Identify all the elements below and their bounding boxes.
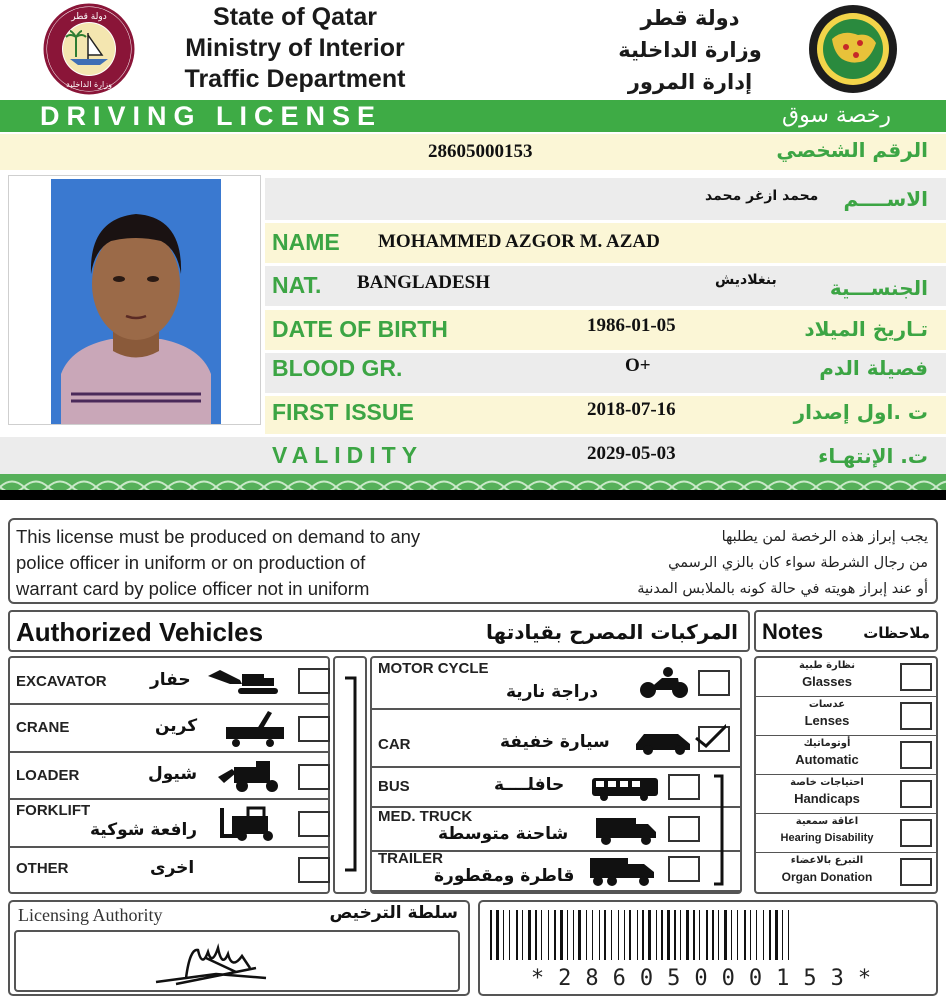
note-row [756, 736, 936, 775]
notice-ar-line1: يجب إبراز هذه الرخصة لمن يطلبها [721, 529, 928, 545]
note-label: Lenses [804, 713, 850, 728]
emblem-text-bottom: وزارة الداخلية [66, 80, 112, 89]
barcode-bar [680, 910, 681, 960]
barcode-bar [731, 910, 732, 960]
id-row [0, 134, 946, 170]
barcode-bar [586, 910, 587, 960]
forklift-icon [218, 806, 288, 846]
truck-icon [594, 816, 658, 850]
barcode-bar [599, 910, 600, 960]
validity-label: VALIDITY [272, 442, 424, 468]
header-department-ar: إدارة المرور [627, 70, 753, 94]
notes-title-ar: ملاحظات [863, 624, 930, 642]
header-english [150, 2, 440, 95]
vehicle-label: OTHER [16, 860, 69, 877]
barcode-bar [699, 910, 700, 960]
licensing-authority-label-ar: سلطة الترخيص [329, 903, 458, 923]
vehicle-label: MED. TRUCK [378, 808, 473, 825]
vehicle-checkbox[interactable] [668, 816, 700, 842]
gcc-emblem-icon [798, 3, 908, 95]
first-issue-label: FIRST ISSUE [272, 399, 414, 425]
barcode-bar [667, 910, 670, 960]
barcode-bar [548, 910, 549, 960]
qatar-emblem-icon [30, 3, 148, 95]
name-label: NAME [272, 229, 340, 255]
barcode-bar [724, 910, 727, 960]
vehicle-label-ar: دراجة نارية [506, 682, 599, 702]
note-row [756, 697, 936, 736]
header-state: State of Qatar [213, 3, 377, 31]
vehicle-label-ar: رافعة شوكية [90, 820, 198, 840]
loader-icon [216, 759, 288, 797]
license-title: DRIVING LICENSE [40, 101, 383, 131]
note-label-ar: اعاقة سمعية [795, 816, 859, 827]
barcode-bar [611, 910, 612, 960]
vehicle-label: TRAILER [378, 850, 443, 867]
dob-row [265, 310, 946, 350]
vehicle-label: MOTOR CYCLE [378, 660, 489, 677]
note-row [756, 775, 936, 814]
name-row [265, 223, 946, 263]
notice-box [8, 518, 938, 604]
vehicle-label-ar: شاحنة متوسطة [438, 824, 569, 844]
barcode-bar [604, 910, 606, 960]
barcode-bar [706, 910, 708, 960]
barcode-bar [737, 910, 738, 960]
authorized-vehicles-title: Authorized Vehicles [16, 617, 264, 647]
barcode-bar [648, 910, 651, 960]
barcode-bar [686, 910, 689, 960]
blood-value: O+ [625, 355, 651, 376]
note-label: Hearing Disability [780, 832, 874, 844]
barcode-bar [656, 910, 657, 960]
barcode-bar [516, 910, 518, 960]
dob-ar-label: تـاريخ الميلاد [804, 317, 928, 341]
note-checkbox[interactable] [900, 741, 932, 769]
signature-box [14, 930, 460, 992]
vehicle-row [10, 705, 328, 753]
barcode-bar [769, 910, 771, 960]
licensing-authority-box [8, 900, 470, 996]
barcode-bar [490, 910, 492, 960]
barcode-bar [541, 910, 542, 960]
barcode-bar [503, 910, 504, 960]
notice-en-line2: police officer in uniform or on production of [16, 552, 366, 573]
vehicle-checkbox[interactable] [298, 811, 330, 837]
notice-en-line1: This license must be produced on demand to any [16, 526, 421, 547]
note-checkbox[interactable] [900, 663, 932, 691]
vehicle-row [10, 658, 328, 705]
barcode-box [478, 900, 938, 996]
barcode-bar [554, 910, 556, 960]
notes-header [754, 610, 938, 652]
barcode-bar [642, 910, 644, 960]
id-number: 28605000153 [428, 141, 533, 162]
barcode-bar [661, 910, 663, 960]
id-label-ar: الرقم الشخصي [776, 138, 928, 162]
note-checkbox[interactable] [900, 780, 932, 808]
vehicle-row [10, 753, 328, 800]
validity-value: 2029-05-03 [587, 443, 676, 464]
barcode-bar [567, 910, 568, 960]
header-state-ar: دولة قطر [640, 6, 740, 30]
inner-bracket [708, 768, 736, 892]
barcode-bar [788, 910, 789, 960]
note-row [756, 814, 936, 853]
nationality-row [265, 266, 946, 306]
vehicle-checkbox[interactable] [298, 716, 330, 742]
note-checkbox[interactable] [900, 819, 932, 847]
vehicle-label: CAR [378, 736, 411, 753]
barcode-bar [573, 910, 574, 960]
name-ar-value: محمد ازغر محمد [705, 188, 819, 204]
authorized-vehicles-title-ar: المركبات المصرح بقيادتها [486, 620, 738, 644]
name-ar-row [265, 178, 946, 220]
barcode-bar [693, 910, 695, 960]
vehicle-checkbox[interactable] [298, 857, 330, 883]
holder-photo [51, 179, 221, 424]
note-checkbox[interactable] [900, 858, 932, 886]
barcode-bar [718, 910, 719, 960]
note-label: Handicaps [794, 791, 860, 806]
validity-ar-label: ت. الإنتهـاء [818, 444, 928, 468]
vehicle-label-ar: كرين [155, 716, 198, 736]
barcode-bar [592, 910, 593, 960]
bus-icon [590, 776, 660, 806]
vehicle-checkbox[interactable] [298, 668, 330, 694]
nationality-ar-label: الجنســـية [829, 276, 928, 300]
vehicle-label-ar: قاطرة ومقطورة [434, 866, 575, 886]
vehicle-label: EXCAVATOR [16, 673, 107, 690]
barcode-icon [488, 910, 928, 960]
barcode-bar [629, 910, 631, 960]
barcode-bar [750, 910, 751, 960]
barcode-bar [763, 910, 764, 960]
name-value: MOHAMMED AZGOR M. AZAD [378, 231, 660, 252]
blood-row [265, 353, 946, 393]
notice-english [16, 524, 556, 602]
motorcycle-icon [638, 666, 690, 704]
vehicle-checkbox[interactable] [668, 856, 700, 882]
vehicle-row [372, 710, 740, 768]
vehicle-checkbox[interactable] [668, 774, 700, 800]
validity-row [0, 437, 946, 475]
barcode-bar [578, 910, 581, 960]
note-row [756, 853, 936, 892]
blood-ar-label: فصيلة الدم [819, 356, 928, 380]
vehicle-label-ar: سيارة خفيفة [500, 732, 610, 752]
vehicle-checkbox[interactable] [298, 764, 330, 790]
vehicle-label-ar: شيول [148, 764, 198, 784]
barcode-bar [535, 910, 537, 960]
header-department: Traffic Department [184, 65, 406, 93]
bracket-column [333, 656, 367, 894]
notice-ar-line2: من رجال الشرطة سواء كان بالزي الرسمي [668, 555, 928, 571]
vehicles-mid-panel [370, 656, 742, 894]
vehicle-row [372, 852, 740, 892]
barcode-bar [522, 910, 523, 960]
vehicle-row [372, 808, 740, 852]
name-ar-label: الاســــم [843, 187, 928, 211]
trailer-icon [588, 856, 660, 892]
vehicle-label: CRANE [16, 719, 70, 736]
authorized-vehicles-header [8, 610, 750, 652]
note-label-ar: عدسات [808, 699, 846, 710]
notice-ar-line3: أو عند إبراز هويته في حالة كونه بالملابس المدنية [637, 581, 928, 597]
note-label: Automatic [795, 752, 859, 767]
nationality-value: BANGLADESH [357, 272, 491, 293]
crane-icon [222, 709, 288, 753]
nationality-ar-value: بنغلاديش [715, 272, 777, 288]
notes-title: Notes [762, 619, 824, 644]
vehicle-row [10, 848, 328, 892]
vehicle-label: FORKLIFT [16, 802, 91, 819]
barcode-bar [712, 910, 714, 960]
vehicle-row [372, 768, 740, 808]
vehicles-left-panel [8, 656, 330, 894]
notice-en-line3: warrant card by police officer not in uniform [16, 578, 370, 599]
barcode-bar [637, 910, 638, 960]
vehicle-row [10, 800, 328, 848]
note-label-ar: أوتوماتيك [803, 738, 851, 749]
photo-frame [8, 175, 261, 425]
note-label: Organ Donation [781, 870, 873, 884]
notice-arabic [548, 524, 928, 602]
signature-icon [146, 938, 286, 988]
barcode-bar [624, 910, 625, 960]
header-ministry-ar: وزارة الداخلية [618, 38, 762, 62]
header-arabic [590, 2, 790, 98]
barcode-number: *28605000153* [530, 966, 886, 991]
note-row [756, 658, 936, 697]
dob-value: 1986-01-05 [587, 315, 676, 336]
note-label-ar: نظارة طبية [798, 660, 856, 671]
header-ministry: Ministry of Interior [185, 34, 405, 62]
vehicle-checkbox[interactable] [698, 670, 730, 696]
barcode-bar [618, 910, 619, 960]
barcode-bar [496, 910, 499, 960]
first-issue-value: 2018-07-16 [587, 399, 676, 420]
barcode-bar [509, 910, 510, 960]
dob-label: DATE OF BIRTH [272, 316, 448, 342]
barcode-bar [782, 910, 783, 960]
first-issue-ar-label: ت .اول إصدار [793, 400, 928, 424]
emblem-text-top: دولة قطر [71, 12, 107, 22]
vehicle-label-ar: حافلــــة [494, 775, 565, 795]
nationality-label: NAT. [272, 272, 322, 298]
license-back [0, 500, 946, 1000]
vehicle-checkbox-checked[interactable] [698, 726, 730, 752]
blood-label: BLOOD GR. [272, 355, 403, 381]
barcode-bar [528, 910, 531, 960]
vehicle-label-ar: حفار [150, 670, 191, 690]
note-label: Glasses [802, 674, 852, 689]
note-label-ar: احتياجات خاصة [790, 777, 864, 788]
barcode-bar [674, 910, 676, 960]
license-title-ar: رخصة سوق [782, 103, 891, 128]
note-checkbox[interactable] [900, 702, 932, 730]
check-icon [696, 724, 726, 746]
note-label-ar: التبرع بالاعضاء [790, 855, 864, 866]
first-issue-row [265, 396, 946, 434]
vehicle-label: BUS [378, 778, 410, 795]
barcode-bar [756, 910, 757, 960]
car-icon [634, 726, 694, 760]
notes-panel [754, 656, 938, 894]
vehicle-row [372, 658, 740, 710]
barcode-bar [560, 910, 563, 960]
licensing-authority-label: Licensing Authority [18, 905, 163, 925]
barcode-bar [775, 910, 778, 960]
excavator-icon [206, 668, 286, 700]
vehicle-label: LOADER [16, 767, 80, 784]
vehicle-label-ar: اخرى [150, 858, 195, 878]
barcode-bar [744, 910, 746, 960]
title-band [0, 100, 946, 132]
